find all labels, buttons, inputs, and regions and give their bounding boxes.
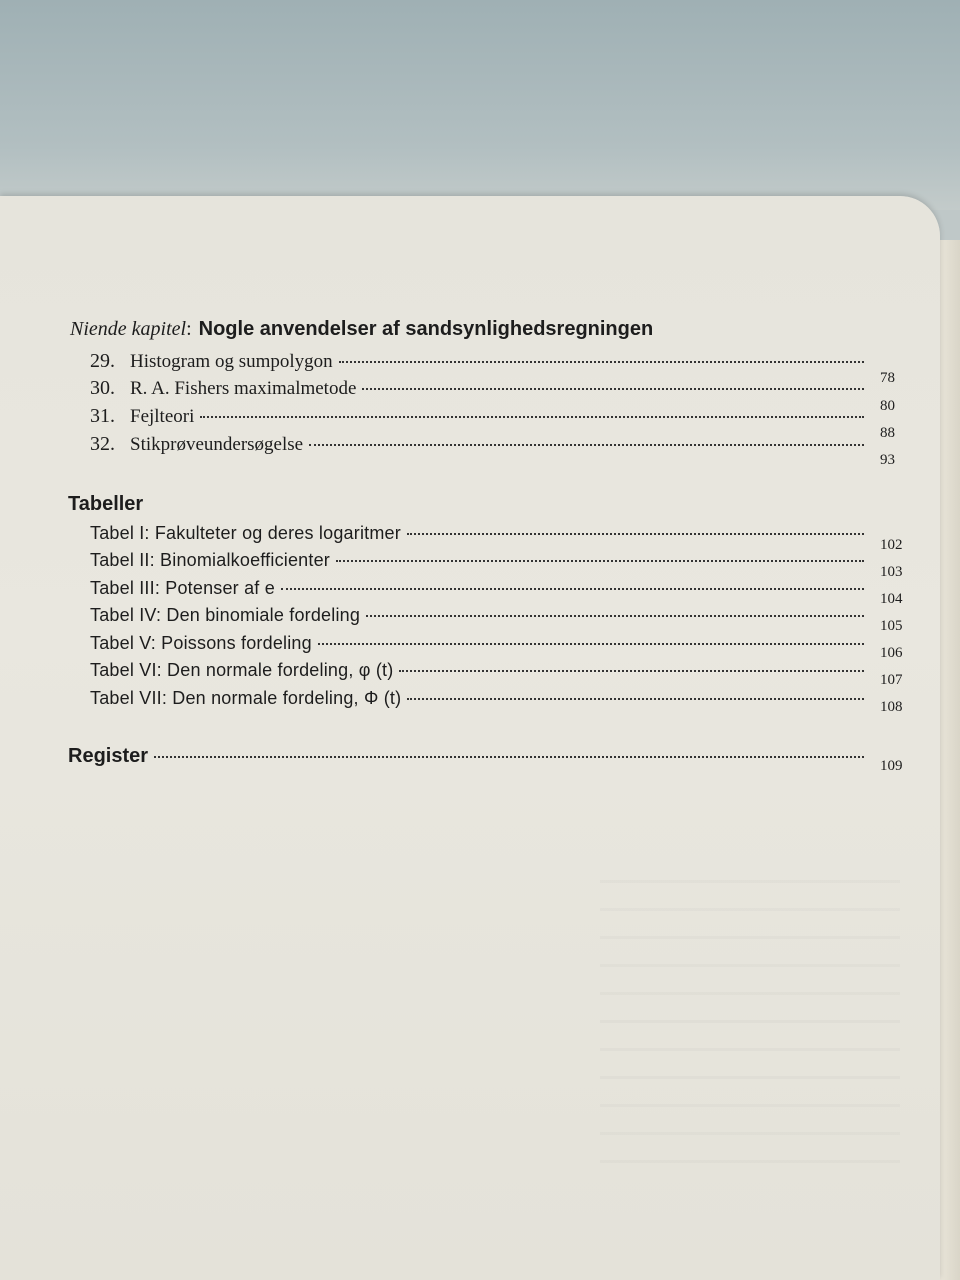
dot-leader	[399, 669, 864, 672]
toc-entry[interactable]	[90, 605, 870, 626]
toc-entry[interactable]	[90, 405, 870, 428]
entry-label: Stikprøveundersøgelse	[130, 434, 304, 455]
register-label: Register	[68, 745, 149, 767]
entry-label: Tabel III: Potenser af e	[90, 578, 275, 598]
toc-entry[interactable]	[90, 688, 870, 709]
dot-leader	[362, 387, 864, 390]
colon: :	[186, 318, 197, 340]
page-number: 88	[880, 425, 895, 441]
page-number: 103	[880, 564, 903, 580]
entry-number: 29.	[90, 350, 115, 372]
entry-label: Tabel V: Poissons fordeling	[90, 633, 312, 653]
dot-leader	[339, 360, 864, 363]
toc-entry[interactable]	[90, 633, 870, 654]
toc-entry[interactable]	[90, 660, 870, 681]
toc-entry[interactable]	[90, 523, 870, 544]
page-number: 80	[880, 398, 895, 414]
chapter-heading	[70, 318, 653, 341]
dot-leader	[309, 443, 864, 446]
dot-leader	[407, 532, 864, 535]
dot-leader	[407, 697, 864, 700]
chapter-title: Nogle anvendelser af sandsynlighedsregningen	[198, 318, 654, 340]
toc-entry[interactable]	[90, 550, 870, 571]
entry-label: Tabel I: Fakulteter og deres logaritmer	[90, 523, 401, 543]
toc-entry[interactable]	[90, 578, 870, 599]
entry-label: Tabel IV: Den binomiale fordeling	[90, 605, 361, 625]
chapter-prefix: Niende kapitel	[70, 318, 187, 340]
dot-leader	[200, 415, 864, 418]
page-number: 108	[880, 699, 903, 715]
entry-label: Tabel VII: Den normale fordeling, Φ (t)	[90, 688, 402, 708]
toc-entry[interactable]	[90, 377, 870, 400]
entry-label: Histogram og sumpolygon	[130, 351, 333, 372]
entry-number: 32.	[90, 433, 115, 455]
page-number: 105	[880, 618, 903, 634]
dot-leader	[336, 559, 864, 562]
dot-leader	[281, 587, 864, 590]
entry-number: 30.	[90, 377, 115, 399]
tables-heading: Tabeller	[68, 493, 144, 515]
page-number: 106	[880, 645, 903, 661]
register-entry[interactable]	[68, 745, 870, 768]
entry-label: Fejlteori	[130, 406, 195, 427]
toc-entry[interactable]	[90, 433, 870, 456]
dot-leader	[318, 642, 864, 645]
page-number: 109	[880, 758, 903, 774]
entry-label: R. A. Fishers maximalmetode	[130, 378, 357, 399]
dot-leader	[366, 614, 864, 617]
entry-label: Tabel II: Binomialkoefficienter	[90, 550, 330, 570]
entry-number: 31.	[90, 405, 115, 427]
page-number: 93	[880, 452, 895, 468]
page-number: 102	[880, 537, 903, 553]
page-number: 78	[880, 370, 895, 386]
entry-label: Tabel VI: Den normale fordeling, φ (t)	[90, 660, 394, 680]
toc-entry[interactable]	[90, 350, 870, 373]
page-number: 107	[880, 672, 903, 688]
page-number: 104	[880, 591, 903, 607]
dot-leader	[154, 755, 864, 758]
